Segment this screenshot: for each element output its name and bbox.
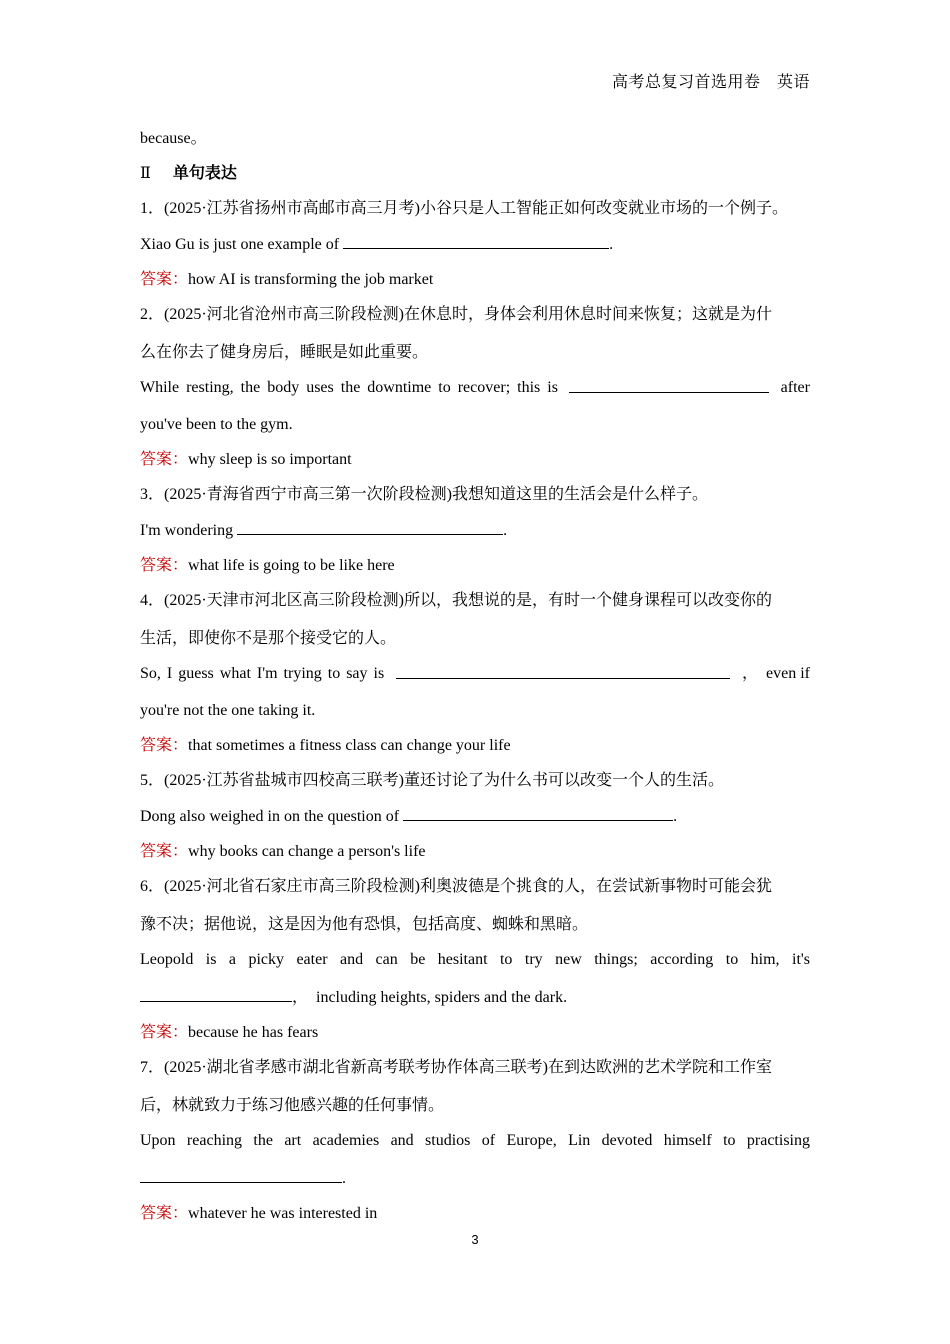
question-3-english: I'm wondering . — [140, 522, 508, 539]
question-6-chinese: 6．(2025·河北省石家庄市高三阶段检测)利奥波德是个挑食的人，在尝试新事物时可能会犹 — [140, 878, 773, 895]
answer-text: how AI is transforming the job market — [188, 271, 434, 288]
question-7-chinese-cont: 后，林就致力于练习他感兴趣的任何事情。 — [140, 1097, 445, 1114]
question-7-english-cont: . — [140, 1168, 810, 1189]
question-4-chinese: 4．(2025·天津市河北区高三阶段检测)所以，我想说的是，有时一个健身课程可以改变你的 — [140, 592, 773, 609]
answer-blank — [569, 378, 769, 393]
question-7-chinese: 7．(2025·湖北省孝感市湖北省新高考联考协作体高三联考)在到达欧洲的艺术学院和工作室 — [140, 1059, 773, 1076]
section-numeral: Ⅱ — [140, 165, 151, 182]
question-2-answer: 答案：why sleep is so important — [140, 451, 352, 468]
question-1-chinese — [140, 199, 810, 219]
question-6-answer: 答案：because he has fears — [140, 1024, 319, 1041]
section-heading — [140, 164, 810, 184]
question-2-english-cont: you've been to the gym. — [140, 416, 293, 433]
question-chinese-text: (2025·江苏省扬州市高邮市高三月考)小谷只是人工智能正如何改变就业市场的一个例子。 — [164, 200, 789, 217]
question-7-english: Upon reaching the art academies and studios of Europe, Lin devoted himself to practising — [140, 1132, 810, 1149]
answer-blank — [343, 234, 609, 249]
intro-line: because。 — [140, 130, 207, 147]
answer-blank — [396, 664, 730, 679]
question-3-answer: 答案：what life is going to be like here — [140, 557, 395, 574]
question-4-english: So, I guess what I'm trying to say is ， even if — [140, 665, 810, 682]
answer-label: 答案： — [140, 271, 189, 288]
question-5-answer: 答案：why books can change a person's life — [140, 843, 426, 860]
question-1-answer — [140, 270, 810, 290]
page-header: 高考总复习首选用卷 英语 — [611, 74, 810, 91]
question-1-english: Xiao Gu is just one example of . — [140, 236, 614, 253]
section-title: 单句表达 — [172, 165, 237, 182]
answer-blank — [403, 806, 673, 821]
answer-blank — [140, 987, 292, 1002]
question-3-chinese: 3．(2025·青海省西宁市高三第一次阶段检测)我想知道这里的生活会是什么样子。 — [140, 486, 709, 503]
document-body — [140, 128, 810, 1224]
question-2-english: While resting, the body uses the downtime to recover; this is after — [140, 379, 810, 396]
question-6-english-cont: ， including heights, spiders and the dark. — [140, 987, 810, 1008]
question-4-chinese-cont: 生活，即使你不是那个接受它的人。 — [140, 630, 397, 647]
answer-blank — [237, 520, 503, 535]
question-6-english: Leopold is a picky eater and can be hesitant to try new things; according to him, it's — [140, 951, 810, 968]
question-4-answer: 答案：that sometimes a fitness class can change your life — [140, 737, 511, 754]
question-2-chinese-cont: 么在你去了健身房后，睡眠是如此重要。 — [140, 344, 429, 361]
question-2-chinese: 2．(2025·河北省沧州市高三阶段检测)在休息时，身体会利用休息时间来恢复；这就是为什 — [140, 306, 773, 323]
question-6-chinese-cont: 豫不决；据他说，这是因为他有恐惧，包括高度、蜘蛛和黑暗。 — [140, 916, 589, 933]
answer-blank — [140, 1168, 342, 1183]
question-number: 1． — [140, 200, 165, 217]
question-5-english: Dong also weighed in on the question of . — [140, 808, 678, 825]
question-5-chinese: 5．(2025·江苏省盐城市四校高三联考)董还讨论了为什么书可以改变一个人的生活。 — [140, 772, 725, 789]
question-7-answer: 答案：whatever he was interested in — [140, 1205, 378, 1222]
page-number: 3 — [471, 1232, 479, 1247]
question-4-english-cont: you're not the one taking it. — [140, 702, 316, 719]
